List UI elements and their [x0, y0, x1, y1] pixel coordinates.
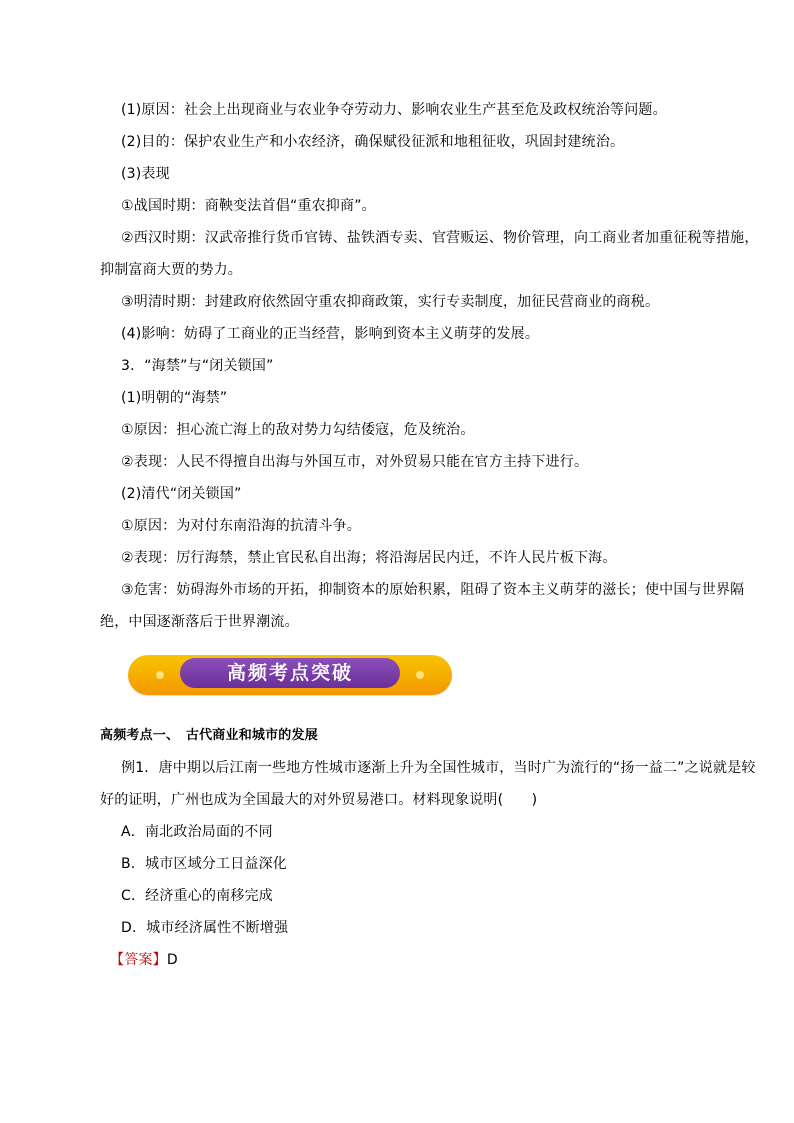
text-line-ming-haijin: (1)明朝的“海禁”	[121, 390, 228, 406]
text-line-qing-closed: (2)清代“闭关锁国”	[121, 486, 242, 502]
text-line-warring-states: ①战国时期：商鞅变法首倡“重农抑商”。	[121, 198, 376, 214]
example-stem-line2: 好的证明，广州也成为全国最大的对外贸易港口。材料现象说明( )	[100, 792, 538, 808]
text-line-ming-cause: ①原因：担心流亡海上的敌对势力勾结倭寇，危及统治。	[121, 422, 475, 438]
option-b: B．城市区域分工日益深化	[121, 856, 288, 872]
text-line-western-han-cont: 抑制富商大贾的势力。	[100, 262, 242, 278]
option-c: C．经济重心的南移完成	[121, 888, 273, 904]
text-line-ming-qing: ③明清时期：封建政府依然固守重农抑商政策，实行专卖制度，加征民营商业的商税。	[121, 294, 660, 310]
text-line-western-han: ②西汉时期：汉武帝推行货币官铸、盐铁酒专卖、官营贩运、物价管理，向工商业者加重征税等措施，	[121, 230, 759, 246]
section-banner	[128, 655, 452, 695]
banner-dot-left	[156, 671, 164, 679]
example-stem-line1: 例1．唐中期以后江南一些地方性城市逐渐上升为全国性城市，当时广为流行的“扬一益二”之说就是较	[121, 760, 756, 776]
text-line-ming-manifestation: ②表现：人民不得擅自出海与外国互市，对外贸易只能在官方主持下进行。	[121, 454, 589, 470]
banner-dot-right	[416, 671, 424, 679]
text-line-cause: (1)原因：社会上出现商业与农业争夺劳动力、影响农业生产甚至危及政权统治等问题。	[121, 102, 667, 118]
option-a: A．南北政治局面的不同	[121, 824, 273, 840]
text-line-qing-harm: ③危害：妨碍海外市场的开拓，抑制资本的原始积累，阻碍了资本主义萌芽的滋长；使中国与世界隔	[121, 582, 745, 598]
text-line-qing-harm-cont: 绝，中国逐渐落后于世界潮流。	[100, 614, 299, 630]
text-line-qing-cause: ①原因：为对付东南沿海的抗清斗争。	[121, 518, 361, 534]
text-line-subheading-3: 3．“海禁”与“闭关锁国”	[121, 358, 274, 374]
answer-label: 【答案】	[110, 952, 167, 968]
text-line-impact: (4)影响：妨碍了工商业的正当经营，影响到资本主义萌芽的发展。	[121, 326, 540, 342]
text-line-qing-manifestation: ②表现：厉行海禁，禁止官民私自出海；将沿海居民内迁，不许人民片板下海。	[121, 550, 617, 566]
text-line-purpose: (2)目的：保护农业生产和小农经济，确保赋役征派和地租征收，巩固封建统治。	[121, 134, 625, 150]
answer-value: D	[166, 952, 178, 968]
banner-label: 高频考点突破	[226, 662, 353, 684]
option-d: D．城市经济属性不断增强	[121, 920, 289, 936]
text-line-manifestation: (3)表现	[121, 166, 170, 182]
answer-line	[110, 950, 178, 970]
section-title: 高频考点一、 古代商业和城市的发展	[100, 728, 318, 743]
